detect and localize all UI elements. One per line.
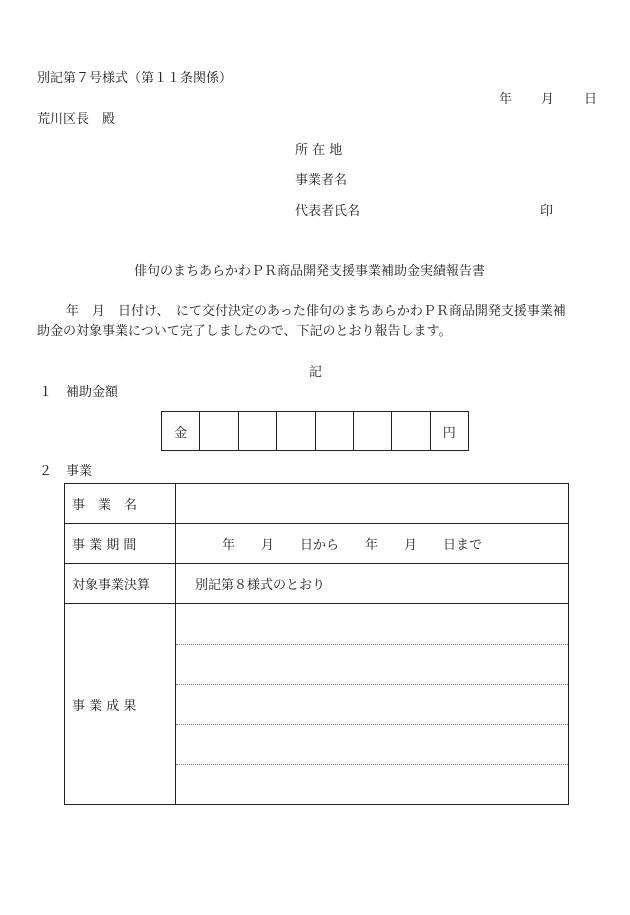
period-label: 事 業 期 間 <box>72 538 137 553</box>
result-label: 事 業 成 果 <box>72 698 137 714</box>
name-value-cell[interactable] <box>176 484 568 523</box>
amount-digit-cell[interactable] <box>276 412 314 450</box>
form-id: 別記第７号様式（第１１条関係） <box>37 71 233 86</box>
table-row-budget <box>65 564 568 604</box>
budget-value: 別記第８様式のとおり <box>195 578 326 593</box>
amount-prefix: 金 <box>174 425 188 441</box>
document-title: 俳句のまちあらかわＰＲ商品開発支援事業補助金実績報告書 <box>134 264 486 279</box>
result-line-1 <box>176 644 568 645</box>
amount-digit-cell[interactable] <box>199 412 237 450</box>
section2-label: 事業 <box>66 464 93 479</box>
body-line-1: 年 月 日付け、 にて交付決定のあった俳句のまちあらかわＰＲ商品開発支援事業補 <box>66 304 566 319</box>
budget-value-cell <box>176 564 568 603</box>
amount-box <box>161 411 469 451</box>
body-line-2: 助金の対象事業について完了しましたので、下記のとおり報告します。 <box>37 324 452 339</box>
result-label-cell <box>65 604 176 804</box>
period-value: 年 月 日から 年 月 日まで <box>222 538 483 553</box>
amount-suffix: 円 <box>442 425 456 441</box>
ki-heading: 記 <box>309 365 323 380</box>
result-line-3 <box>176 724 568 725</box>
business-table <box>64 483 569 805</box>
amount-digit-cell[interactable] <box>238 412 276 450</box>
amount-suffix-cell <box>430 412 468 450</box>
amount-prefix-cell <box>162 412 199 450</box>
section1-label: 補助金額 <box>66 385 119 400</box>
section1-number: １ <box>39 385 53 400</box>
date-month: 月 <box>541 92 555 107</box>
table-row-result <box>65 604 568 804</box>
amount-digit-cell[interactable] <box>315 412 353 450</box>
amount-digit-cell[interactable] <box>353 412 391 450</box>
seal-mark: 印 <box>540 204 554 219</box>
date-year: 年 <box>499 92 513 107</box>
period-value-cell[interactable] <box>176 524 568 563</box>
section2-number: ２ <box>39 464 53 479</box>
table-row-period <box>65 524 568 564</box>
representative-label: 代表者氏名 <box>295 204 361 219</box>
date-day: 日 <box>584 92 598 107</box>
addressee: 荒川区長 殿 <box>37 112 116 127</box>
business-name-label: 事業者名 <box>295 173 348 188</box>
period-label-cell <box>65 524 176 563</box>
budget-label: 対象事業決算 <box>72 578 151 593</box>
result-line-4 <box>176 764 568 765</box>
result-line-2 <box>176 684 568 685</box>
budget-label-cell <box>65 564 176 603</box>
name-label-cell <box>65 484 176 523</box>
name-label: 事 業 名 <box>72 498 138 513</box>
address-label: 所 在 地 <box>295 143 343 158</box>
table-row-name <box>65 484 568 524</box>
amount-digit-cell[interactable] <box>391 412 429 450</box>
